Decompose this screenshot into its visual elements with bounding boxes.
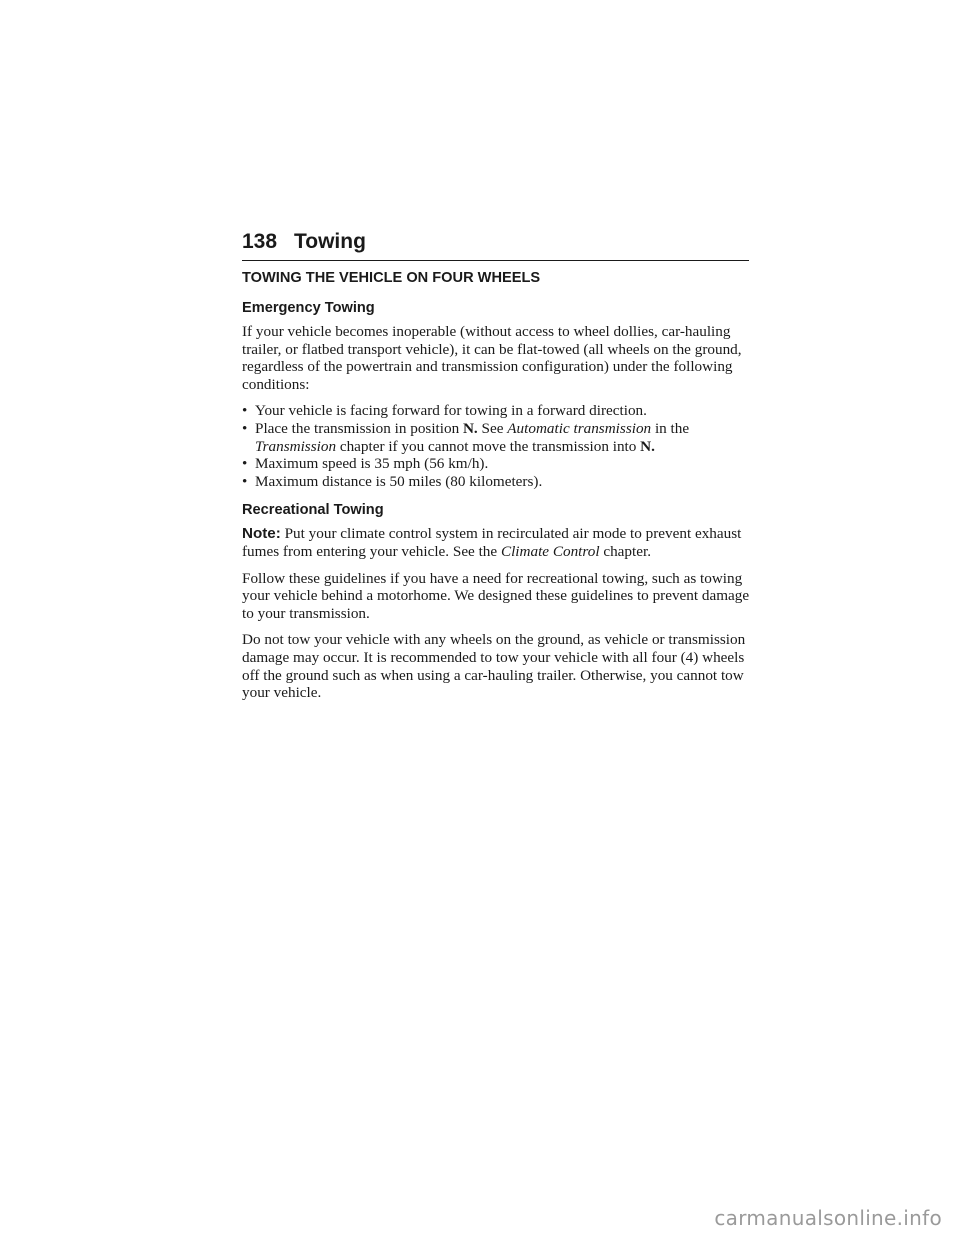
condition-text: Maximum distance is 50 miles (80 kilometers). xyxy=(255,472,543,490)
warning-paragraph: Do not tow your vehicle with any wheels on the ground, as vehicle or transmission damage may occur. It is recommended to tow your vehicle with all four (4) wheels off the ground such as when using a car-hauling trailer. Otherwise, you cannot tow your vehicle. xyxy=(242,631,746,702)
recreational-towing-heading: Recreational Towing xyxy=(242,502,384,519)
emergency-towing-heading: Emergency Towing xyxy=(242,300,375,316)
condition-text: See xyxy=(477,419,508,437)
cross-reference: Transmission xyxy=(255,437,337,455)
chapter-title: Towing xyxy=(294,230,366,253)
note-paragraph xyxy=(242,525,762,560)
page-content xyxy=(242,269,762,711)
condition-text: Place the transmission in position xyxy=(255,419,463,437)
list-item xyxy=(242,420,762,455)
note-text: chapter. xyxy=(599,542,651,560)
page-header xyxy=(242,228,749,261)
cross-reference: Automatic transmission xyxy=(507,419,652,437)
watermark: carmanualsonline.info xyxy=(714,1206,942,1230)
note-text: Put your climate control system in recirculated air mode to prevent exhaust fumes from entering your vehicle. See the xyxy=(242,525,742,560)
list-item xyxy=(242,402,762,420)
condition-text: in the xyxy=(651,419,690,437)
list-item xyxy=(242,473,762,491)
note-label: Note: xyxy=(242,525,281,543)
gear-position: N. xyxy=(462,419,478,437)
condition-text: Your vehicle is facing forward for towing in a forward direction. xyxy=(255,402,647,420)
gear-position: N. xyxy=(640,437,655,455)
condition-text: chapter if you cannot move the transmission into xyxy=(336,437,641,455)
guidelines-paragraph: Follow these guidelines if you have a need for recreational towing, such as towing your vehicle behind a motorhome. We designed these guidelines to prevent damage to your transmission. xyxy=(242,569,750,622)
list-item xyxy=(242,455,762,473)
condition-text: Maximum speed is 35 mph (56 km/h). xyxy=(255,455,489,473)
section-heading: TOWING THE VEHICLE ON FOUR WHEELS xyxy=(242,270,541,286)
cross-reference: Climate Control xyxy=(500,542,600,560)
emergency-intro: If your vehicle becomes inoperable (without access to wheel dollies, car-hauling trailer, or flatbed transport vehicle), it can be flat-towed (all wheels on the ground, regardless of the powertrain and transmission configuration) under the following conditions: xyxy=(242,323,742,393)
page-number: 138 xyxy=(242,230,278,253)
conditions-list xyxy=(242,402,762,490)
